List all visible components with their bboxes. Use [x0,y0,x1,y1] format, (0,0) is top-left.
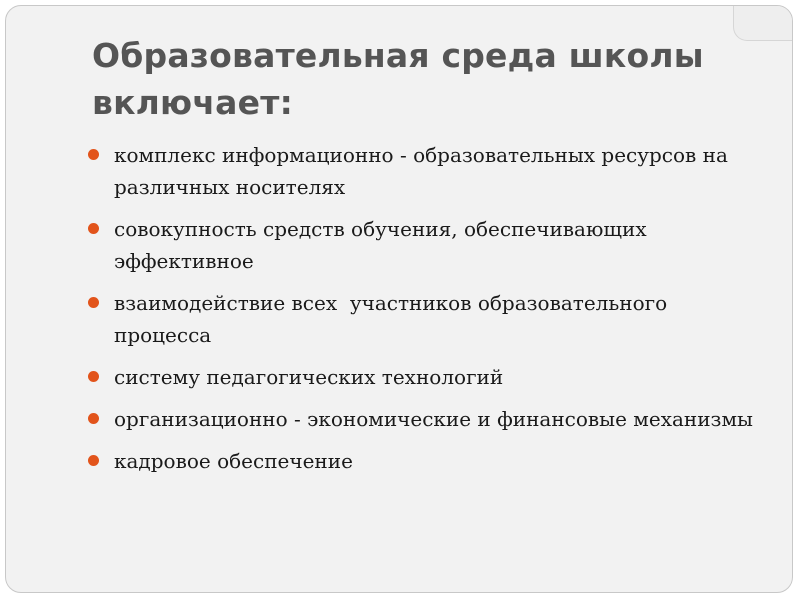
bullet-item [84,403,764,435]
circle-bullet-icon [88,371,99,382]
bullet-item [84,361,764,393]
bullet-item [84,213,764,277]
bullet-text: комплекс информационно - образовательных ресурсов на различных носителях [114,143,728,199]
bullet-text: организационно - экономические и финансовые механизмы [114,407,753,431]
bullet-text: совокупность средств обучения, обеспечивающих эффективное [114,217,647,273]
circle-bullet-icon [88,413,99,424]
circle-bullet-icon [88,149,99,160]
bullet-item [84,445,764,477]
circle-bullet-icon [88,297,99,308]
circle-bullet-icon [88,455,99,466]
bullet-text: кадровое обеспечение [114,449,353,473]
slide-title: Образовательная среда школы включает: [92,36,704,122]
bullet-text: систему педагогических технологий [114,365,504,389]
bullet-list [84,139,764,487]
bullet-item [84,287,764,351]
circle-bullet-icon [88,223,99,234]
slide [5,5,793,593]
bullet-text: взаимодействие всех участников образовательного процесса [114,291,674,347]
bullet-item [84,139,764,203]
